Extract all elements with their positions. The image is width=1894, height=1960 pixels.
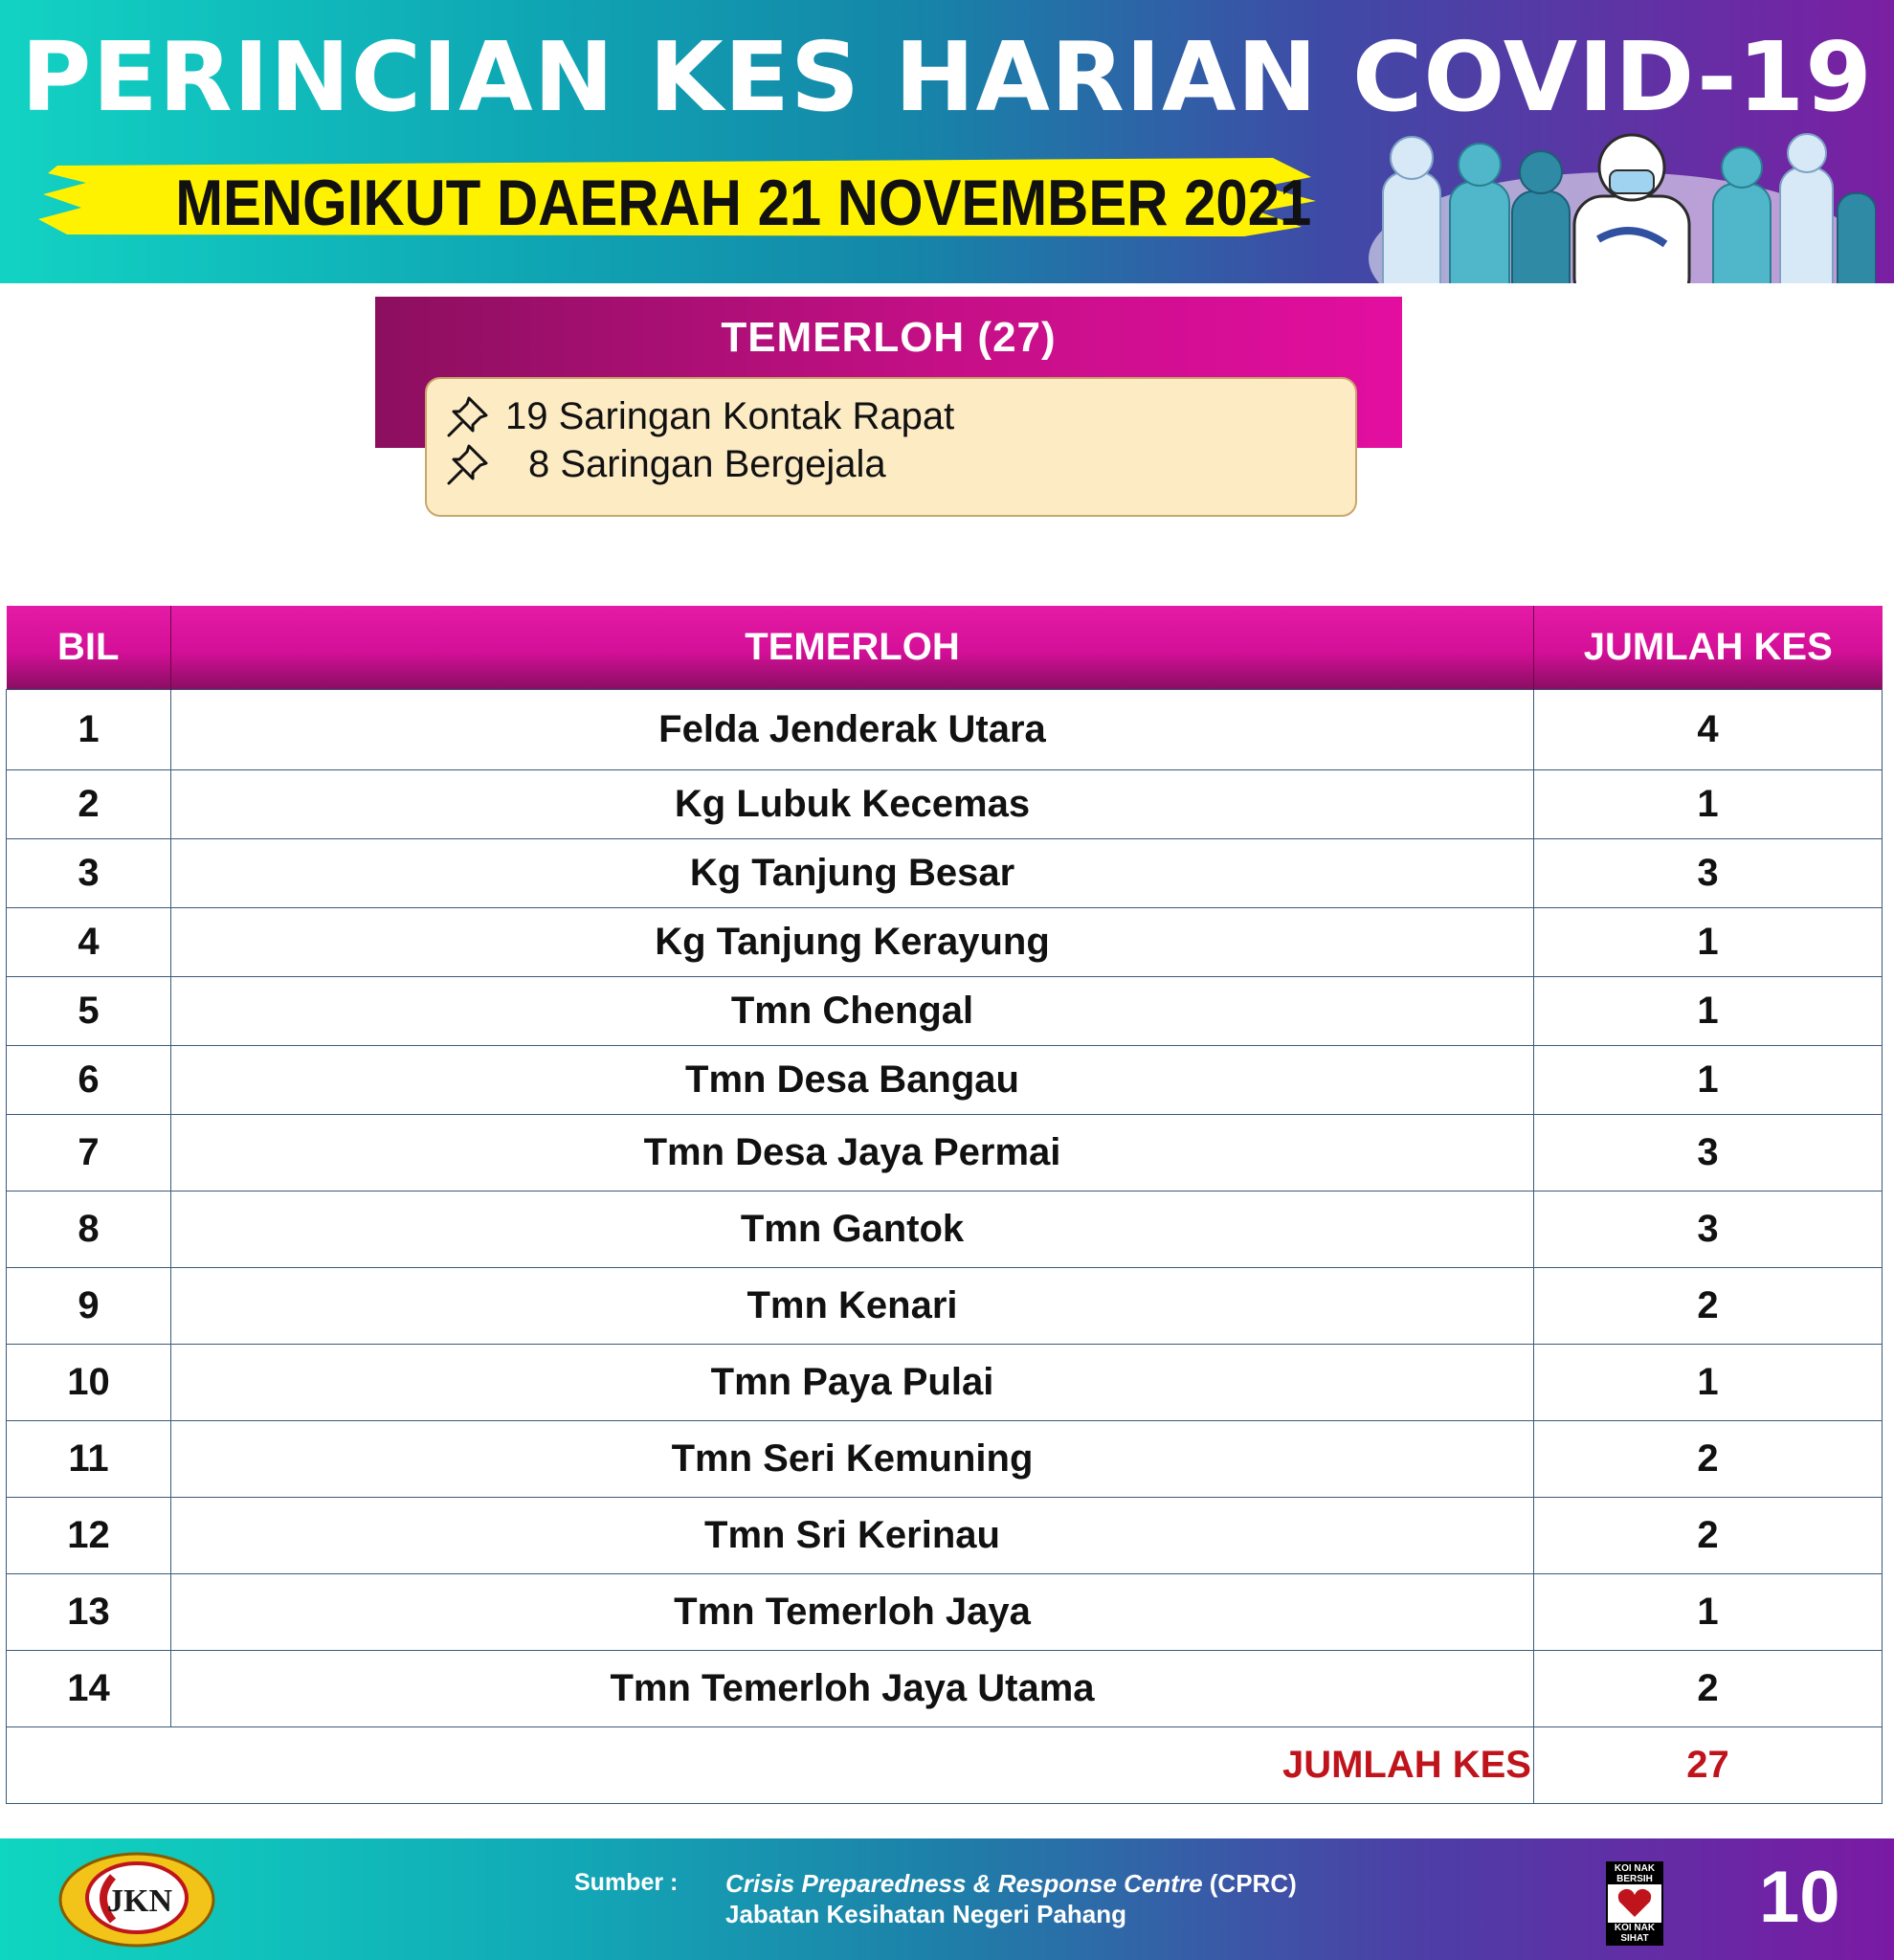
source-label: Sumber :	[574, 1869, 679, 1896]
healthcare-workers-illustration	[1359, 115, 1876, 283]
table-row	[7, 1651, 1883, 1727]
row-cases: 2	[1534, 1651, 1883, 1727]
row-bil: 4	[7, 908, 171, 977]
row-area: Tmn Desa Bangau	[171, 1046, 1534, 1115]
row-bil: 10	[7, 1345, 171, 1421]
row-bil: 9	[7, 1268, 171, 1345]
row-cases: 2	[1534, 1421, 1883, 1498]
row-area: Tmn Temerloh Jaya Utama	[171, 1651, 1534, 1727]
source-department: Jabatan Kesihatan Negeri Pahang	[725, 1900, 1127, 1928]
row-area: Felda Jenderak Utara	[171, 690, 1534, 770]
row-cases: 1	[1534, 770, 1883, 839]
logo-text: JKN	[107, 1883, 172, 1919]
table-row	[7, 1421, 1883, 1498]
row-cases: 3	[1534, 839, 1883, 908]
page-number: 10	[1759, 1857, 1840, 1938]
row-cases: 1	[1534, 1574, 1883, 1651]
header-area: TEMERLOH	[171, 606, 1534, 690]
total-label: JUMLAH KES	[7, 1727, 1534, 1804]
page-subtitle: MENGIKUT DAERAH 21 NOVEMBER 2021	[175, 167, 1312, 239]
table-row	[7, 690, 1883, 770]
note-item	[444, 392, 954, 440]
source-organization: Crisis Preparedness & Response Centre (CPRC)	[725, 1869, 1297, 1898]
row-cases: 1	[1534, 977, 1883, 1046]
row-area: Kg Tanjung Besar	[171, 839, 1534, 908]
row-cases: 2	[1534, 1268, 1883, 1345]
table-row	[7, 1046, 1883, 1115]
row-bil: 2	[7, 770, 171, 839]
jkn-logo	[56, 1850, 218, 1949]
badge-top-text: KOI NAK BERSIH	[1608, 1863, 1661, 1884]
row-area: Tmn Sri Kerinau	[171, 1498, 1534, 1574]
table-row	[7, 1192, 1883, 1268]
header-banner	[0, 0, 1894, 283]
row-bil: 3	[7, 839, 171, 908]
footer-banner	[0, 1838, 1894, 1960]
row-cases: 1	[1534, 1345, 1883, 1421]
note-text: 8 Saringan Bergejala	[528, 442, 886, 485]
row-area: Tmn Gantok	[171, 1192, 1534, 1268]
table-row	[7, 839, 1883, 908]
row-cases: 2	[1534, 1498, 1883, 1574]
row-area: Tmn Desa Jaya Permai	[171, 1115, 1534, 1192]
row-bil: 5	[7, 977, 171, 1046]
row-area: Kg Lubuk Kecemas	[171, 770, 1534, 839]
row-area: Kg Tanjung Kerayung	[171, 908, 1534, 977]
row-area: Tmn Kenari	[171, 1268, 1534, 1345]
row-bil: 14	[7, 1651, 171, 1727]
row-bil: 11	[7, 1421, 171, 1498]
screening-notes	[425, 377, 1357, 517]
header-bil: BIL	[7, 606, 171, 690]
subtitle-highlight	[38, 148, 1321, 244]
note-item	[444, 440, 886, 488]
pushpin-icon	[444, 392, 492, 440]
table-row	[7, 1498, 1883, 1574]
heart-icon	[1608, 1884, 1661, 1923]
row-bil: 13	[7, 1574, 171, 1651]
row-cases: 3	[1534, 1115, 1883, 1192]
table-total-row	[7, 1727, 1883, 1804]
row-cases: 3	[1534, 1192, 1883, 1268]
row-area: Tmn Temerloh Jaya	[171, 1574, 1534, 1651]
row-bil: 6	[7, 1046, 171, 1115]
district-title: TEMERLOH (27)	[721, 314, 1057, 361]
row-bil: 1	[7, 690, 171, 770]
row-cases: 1	[1534, 908, 1883, 977]
row-cases: 1	[1534, 1046, 1883, 1115]
row-bil: 7	[7, 1115, 171, 1192]
koi-nak-sihat-badge	[1606, 1861, 1663, 1946]
cases-table	[6, 606, 1883, 1804]
table-header-row	[7, 606, 1883, 690]
note-text: 19 Saringan Kontak Rapat	[505, 394, 955, 437]
total-value: 27	[1534, 1727, 1883, 1804]
table-row	[7, 1345, 1883, 1421]
page-title: PERINCIAN KES HARIAN COVID-19	[21, 21, 1873, 133]
row-area: Tmn Seri Kemuning	[171, 1421, 1534, 1498]
badge-bottom-text: KOI NAK SIHAT	[1608, 1923, 1661, 1944]
row-cases: 4	[1534, 690, 1883, 770]
row-bil: 12	[7, 1498, 171, 1574]
header-cases: JUMLAH KES	[1534, 606, 1883, 690]
row-area: Tmn Chengal	[171, 977, 1534, 1046]
table-row	[7, 1574, 1883, 1651]
table-row	[7, 1268, 1883, 1345]
table-row	[7, 908, 1883, 977]
table-row	[7, 770, 1883, 839]
table-row	[7, 977, 1883, 1046]
row-area: Tmn Paya Pulai	[171, 1345, 1534, 1421]
table-row	[7, 1115, 1883, 1192]
pushpin-icon	[444, 440, 492, 488]
row-bil: 8	[7, 1192, 171, 1268]
